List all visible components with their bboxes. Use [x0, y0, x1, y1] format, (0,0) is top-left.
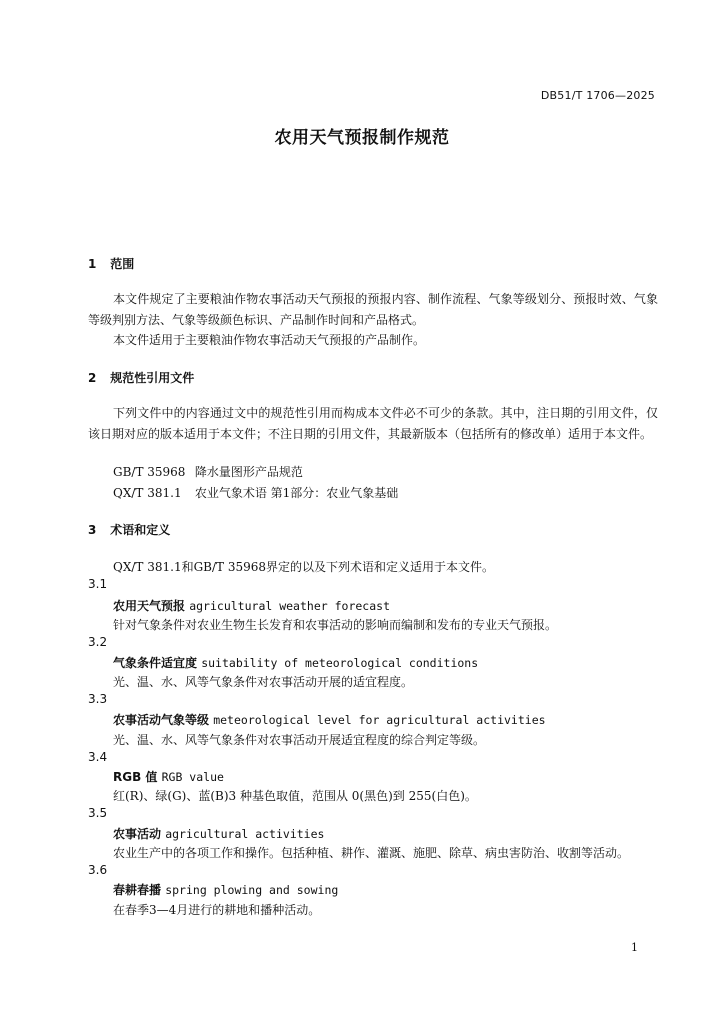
term-en: meteorological level for agricultural activities — [213, 713, 546, 727]
term-number: 3.3 — [88, 692, 108, 706]
term-en: agricultural weather forecast — [189, 599, 390, 613]
term-title — [113, 881, 338, 898]
terms-intro: QX/T 381.1和GB/T 35968界定的以及下列术语和定义适用于本文件。 — [113, 560, 495, 574]
term-definition: 农业生产中的各项工作和操作。包括种植、耕作、灌溉、施肥、除草、病虫害防治、收割等活动。 — [113, 846, 630, 860]
section-number: 3 — [88, 523, 97, 537]
term-zh: 气象条件适宜度 — [113, 656, 198, 670]
term-definition: 红(R)、绿(G)、蓝(B)3 种基色取值，范围从 0(黑色)到 255(白色)。 — [113, 789, 477, 803]
term-en: suitability of meteorological conditions — [201, 656, 479, 670]
term-zh: RGB 值 — [113, 770, 158, 784]
term-number: 3.1 — [88, 577, 108, 591]
term-zh: 农用天气预报 — [113, 599, 186, 613]
section-number: 2 — [88, 371, 97, 385]
term-definition: 在春季3—4月进行的耕地和播种活动。 — [113, 903, 321, 917]
term-definition: 光、温、水、风等气象条件对农事活动开展的适宜程度。 — [113, 675, 414, 689]
reference-code: GB/T 35968 — [113, 465, 186, 479]
term-zh: 春耕春播 — [113, 883, 162, 897]
term-en: agricultural activities — [165, 827, 325, 841]
term-definition: 针对气象条件对农业生物生长发育和农事活动的影响而编制和发布的专业天气预报。 — [113, 618, 558, 632]
section-heading-3 — [88, 521, 170, 538]
term-zh: 农事活动气象等级 — [113, 713, 210, 727]
references-intro-paragraph: 下列文件中的内容通过文中的规范性引用而构成本文件必不可少的条款。其中，注日期的引用文件，仅该日期对应的版本适用于本文件；不注日期的引用文件，其最新版本（包括所有的修改单）适用于本文件。 — [88, 406, 658, 441]
page-number: 1 — [631, 941, 638, 954]
section-title: 术语和定义 — [110, 523, 171, 537]
document-title: 农用天气预报制作规范 — [274, 128, 450, 148]
term-zh: 农事活动 — [113, 827, 162, 841]
term-number: 3.6 — [88, 863, 108, 877]
section-title: 范围 — [110, 257, 135, 271]
scope-paragraph-1: 本文件规定了主要粮油作物农事活动天气预报的预报内容、制作流程、气象等级划分、预报时效、气象等级判别方法、气象等级颜色标识、产品制作时间和产品格式。 — [88, 292, 658, 327]
term-title — [113, 654, 478, 671]
section-heading-1 — [88, 255, 134, 272]
section-number: 1 — [88, 257, 97, 271]
reference-item — [113, 463, 303, 480]
term-definition: 光、温、水、风等气象条件对农事活动开展适宜程度的综合判定等级。 — [113, 733, 486, 747]
term-number: 3.5 — [88, 806, 108, 820]
section-title: 规范性引用文件 — [110, 371, 195, 385]
term-en: RGB value — [161, 770, 224, 784]
term-number: 3.4 — [88, 750, 108, 764]
term-number: 3.2 — [88, 635, 108, 649]
reference-name: 降水量图形产品规范 — [194, 465, 303, 479]
term-en: spring plowing and sowing — [165, 883, 339, 897]
term-title — [113, 597, 390, 614]
reference-code: QX/T 381.1 — [113, 486, 182, 500]
term-title — [113, 768, 224, 785]
section-heading-2 — [88, 369, 194, 386]
standard-code: DB51/T 1706—2025 — [540, 89, 655, 102]
term-title — [113, 711, 546, 728]
term-title — [113, 825, 324, 842]
scope-paragraph-2: 本文件适用于主要粮油作物农事活动天气预报的产品制作。 — [113, 333, 426, 347]
reference-item — [113, 484, 398, 501]
reference-name: 农业气象术语 第1部分：农业气象基础 — [194, 486, 399, 500]
